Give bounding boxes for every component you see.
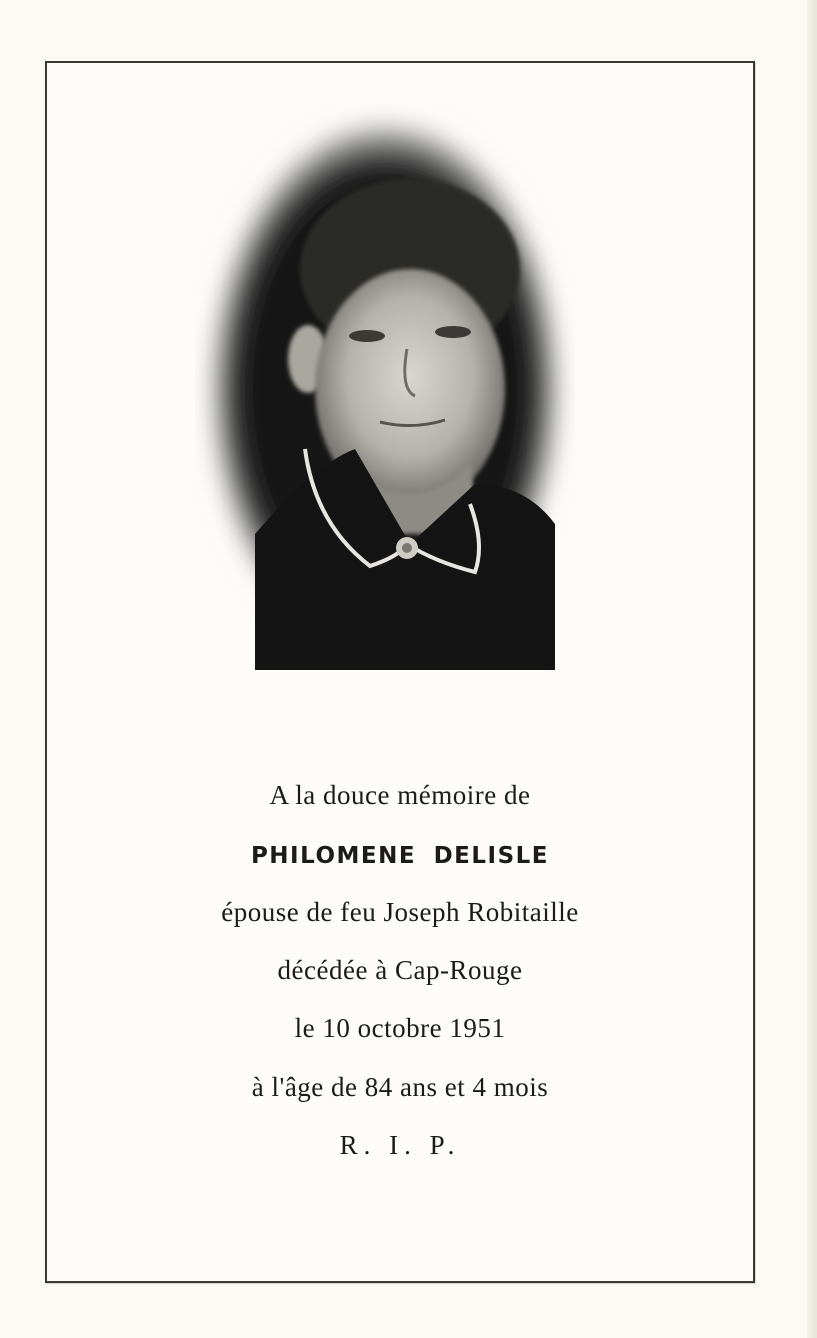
card-edge — [807, 0, 817, 1338]
memory-line: A la douce mémoire de — [269, 780, 531, 810]
deceased-name: PHILOMENE DELISLE — [250, 843, 550, 869]
spouse-line: épouse de feu Joseph Robitaille — [221, 897, 579, 927]
death-place-line: décédée à Cap-Rouge — [277, 955, 523, 985]
rip-line: R. I. P. — [339, 1130, 461, 1160]
portrait-photo — [195, 104, 575, 670]
age-line: à l'âge de 84 ans et 4 mois — [251, 1072, 549, 1102]
date-line: le 10 octobre 1951 — [294, 1013, 506, 1043]
